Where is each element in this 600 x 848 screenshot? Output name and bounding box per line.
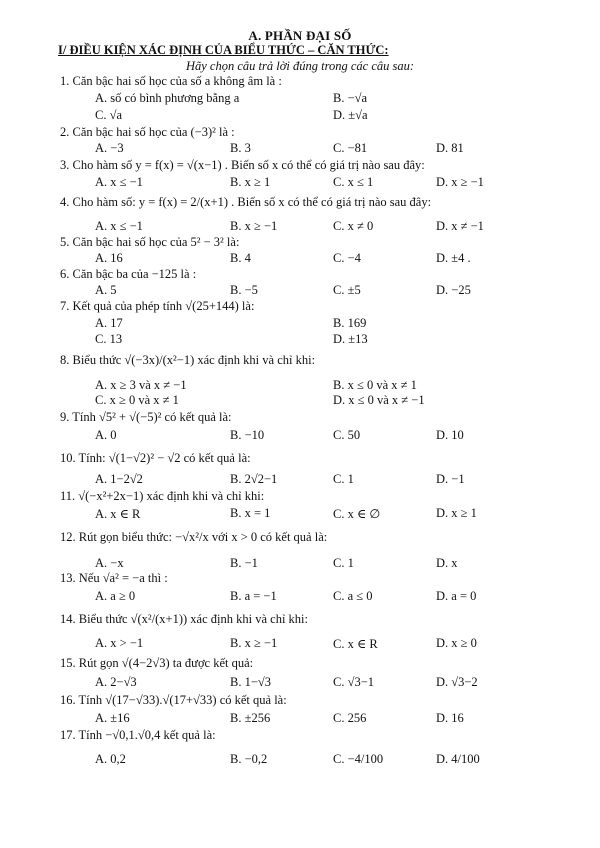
question-3: 3. Cho hàm số y = f(x) = √(x−1) . Biến số x có thể có giá trị nào sau đây: bbox=[60, 158, 425, 172]
q4-option-b: B. x ≥ −1 bbox=[230, 219, 278, 233]
heading: I/ ĐIỀU KIỆN XÁC ĐỊNH CỦA BIỂU THỨC – CĂN THỨC: bbox=[58, 43, 389, 57]
q10-option-b: B. 2√2−1 bbox=[230, 472, 278, 486]
question-15: 15. Rút gọn √(4−2√3) ta được kết quả: bbox=[60, 656, 254, 670]
q10-option-a: A. 1−2√2 bbox=[95, 472, 143, 486]
q4-option-a: A. x ≤ −1 bbox=[95, 219, 143, 233]
instruction: Hãy chọn câu trả lời đúng trong các câu sau: bbox=[185, 59, 415, 73]
q7-option-c: C. 13 bbox=[95, 332, 123, 346]
question-8: 8. Biểu thức √(−3x)/(x²−1) xác định khi và chỉ khi: bbox=[60, 353, 316, 367]
q3-option-b: B. x ≥ 1 bbox=[230, 175, 271, 189]
question-16: 16. Tính √(17−√33).√(17+√33) có kết quả là: bbox=[60, 693, 287, 707]
q1-option-a: A. số có bình phương bằng a bbox=[95, 91, 240, 105]
q9-option-b: B. −10 bbox=[230, 428, 265, 442]
q7-option-a: A. 17 bbox=[95, 316, 123, 330]
q12-option-d: D. x bbox=[436, 556, 458, 570]
question-10: 10. Tính: √(1−√2)² − √2 có kết quả là: bbox=[60, 451, 251, 465]
q1-option-b: B. −√a bbox=[333, 91, 368, 105]
q8-option-c: C. x ≥ 0 và x ≠ 1 bbox=[95, 393, 179, 407]
q13-option-b: B. a = −1 bbox=[230, 589, 277, 603]
q12-option-b: B. −1 bbox=[230, 556, 258, 570]
q14-option-d: D. x ≥ 0 bbox=[436, 636, 477, 650]
question-1: 1. Căn bậc hai số học của số a không âm là : bbox=[60, 74, 282, 88]
q4-option-d: D. x ≠ −1 bbox=[436, 219, 484, 233]
q12-option-c: C. 1 bbox=[333, 556, 354, 570]
q1-option-c: C. √a bbox=[95, 108, 122, 122]
question-9: 9. Tính √5² + √(−5)² có kết quả là: bbox=[60, 410, 232, 424]
q6-option-a: A. 5 bbox=[95, 283, 117, 297]
question-13: 13. Nếu √a² = −a thì : bbox=[60, 571, 168, 585]
question-12: 12. Rút gọn biểu thức: −√x²/x với x > 0 có kết quả là: bbox=[60, 530, 328, 544]
question-2: 2. Căn bậc hai số học của (−3)² là : bbox=[60, 125, 235, 139]
q2-option-a: A. −3 bbox=[95, 141, 124, 155]
q17-option-d: D. 4/100 bbox=[436, 752, 480, 766]
q5-option-b: B. 4 bbox=[230, 251, 251, 265]
question-7: 7. Kết quả của phép tính √(25+144) là: bbox=[60, 299, 255, 313]
q5-option-d: D. ±4 . bbox=[436, 251, 471, 265]
q5-option-c: C. −4 bbox=[333, 251, 361, 265]
q7-option-d: D. ±13 bbox=[333, 332, 368, 346]
q8-option-d: D. x ≤ 0 và x ≠ −1 bbox=[333, 393, 425, 407]
q2-option-b: B. 3 bbox=[230, 141, 251, 155]
q17-option-b: B. −0,2 bbox=[230, 752, 268, 766]
q16-option-b: B. ±256 bbox=[230, 711, 271, 725]
q9-option-d: D. 10 bbox=[436, 428, 464, 442]
q3-option-c: C. x ≤ 1 bbox=[333, 175, 374, 189]
q8-option-a: A. x ≥ 3 và x ≠ −1 bbox=[95, 378, 187, 392]
q6-option-c: C. ±5 bbox=[333, 283, 361, 297]
q13-option-d: D. a = 0 bbox=[436, 589, 477, 603]
q12-option-a: A. −x bbox=[95, 556, 124, 570]
q3-option-d: D. x ≥ −1 bbox=[436, 175, 484, 189]
q4-option-c: C. x ≠ 0 bbox=[333, 219, 374, 233]
q15-option-b: B. 1−√3 bbox=[230, 675, 271, 689]
q16-option-a: A. ±16 bbox=[95, 711, 130, 725]
q2-option-c: C. −81 bbox=[333, 141, 368, 155]
q8-option-b: B. x ≤ 0 và x ≠ 1 bbox=[333, 378, 417, 392]
question-4: 4. Cho hàm số: y = f(x) = 2/(x+1) . Biến số x có thể có giá trị nào sau đây: bbox=[60, 195, 432, 209]
q10-option-c: C. 1 bbox=[333, 472, 354, 486]
q10-option-d: D. −1 bbox=[436, 472, 465, 486]
question-17: 17. Tính −√0,1.√0,4 kết quả là: bbox=[60, 728, 216, 742]
question-5: 5. Căn bậc hai số học của 5² − 3² là: bbox=[60, 235, 240, 249]
q17-option-c: C. −4/100 bbox=[333, 752, 384, 766]
q7-option-b: B. 169 bbox=[333, 316, 367, 330]
q15-option-a: A. 2−√3 bbox=[95, 675, 137, 689]
q13-option-a: A. a ≥ 0 bbox=[95, 589, 136, 603]
q3-option-a: A. x ≤ −1 bbox=[95, 175, 143, 189]
q16-option-c: C. 256 bbox=[333, 711, 367, 725]
q14-option-c: C. x ∈ R bbox=[333, 637, 378, 651]
q11-option-b: B. x = 1 bbox=[230, 506, 271, 520]
question-14: 14. Biểu thức √(x²/(x+1)) xác định khi và chỉ khi: bbox=[60, 612, 308, 626]
q5-option-a: A. 16 bbox=[95, 251, 123, 265]
q11-option-c: C. x ∈ ∅ bbox=[333, 507, 381, 521]
q2-option-d: D. 81 bbox=[436, 141, 464, 155]
question-11: 11. √(−x²+2x−1) xác định khi và chỉ khi: bbox=[60, 489, 265, 503]
question-6: 6. Căn bậc ba của −125 là : bbox=[60, 267, 197, 281]
section-title: A. PHẦN ĐẠI SỐ bbox=[248, 28, 352, 43]
q9-option-c: C. 50 bbox=[333, 428, 361, 442]
q15-option-c: C. √3−1 bbox=[333, 675, 374, 689]
q1-option-d: D. ±√a bbox=[333, 108, 368, 122]
q9-option-a: A. 0 bbox=[95, 428, 117, 442]
q16-option-d: D. 16 bbox=[436, 711, 464, 725]
q13-option-c: C. a ≤ 0 bbox=[333, 589, 373, 603]
q17-option-a: A. 0,2 bbox=[95, 752, 126, 766]
q15-option-d: D. √3−2 bbox=[436, 675, 478, 689]
q11-option-d: D. x ≥ 1 bbox=[436, 506, 477, 520]
q6-option-b: B. −5 bbox=[230, 283, 258, 297]
q11-option-a: A. x ∈ R bbox=[95, 507, 141, 521]
q14-option-a: A. x > −1 bbox=[95, 636, 144, 650]
q6-option-d: D. −25 bbox=[436, 283, 471, 297]
q14-option-b: B. x ≥ −1 bbox=[230, 636, 278, 650]
